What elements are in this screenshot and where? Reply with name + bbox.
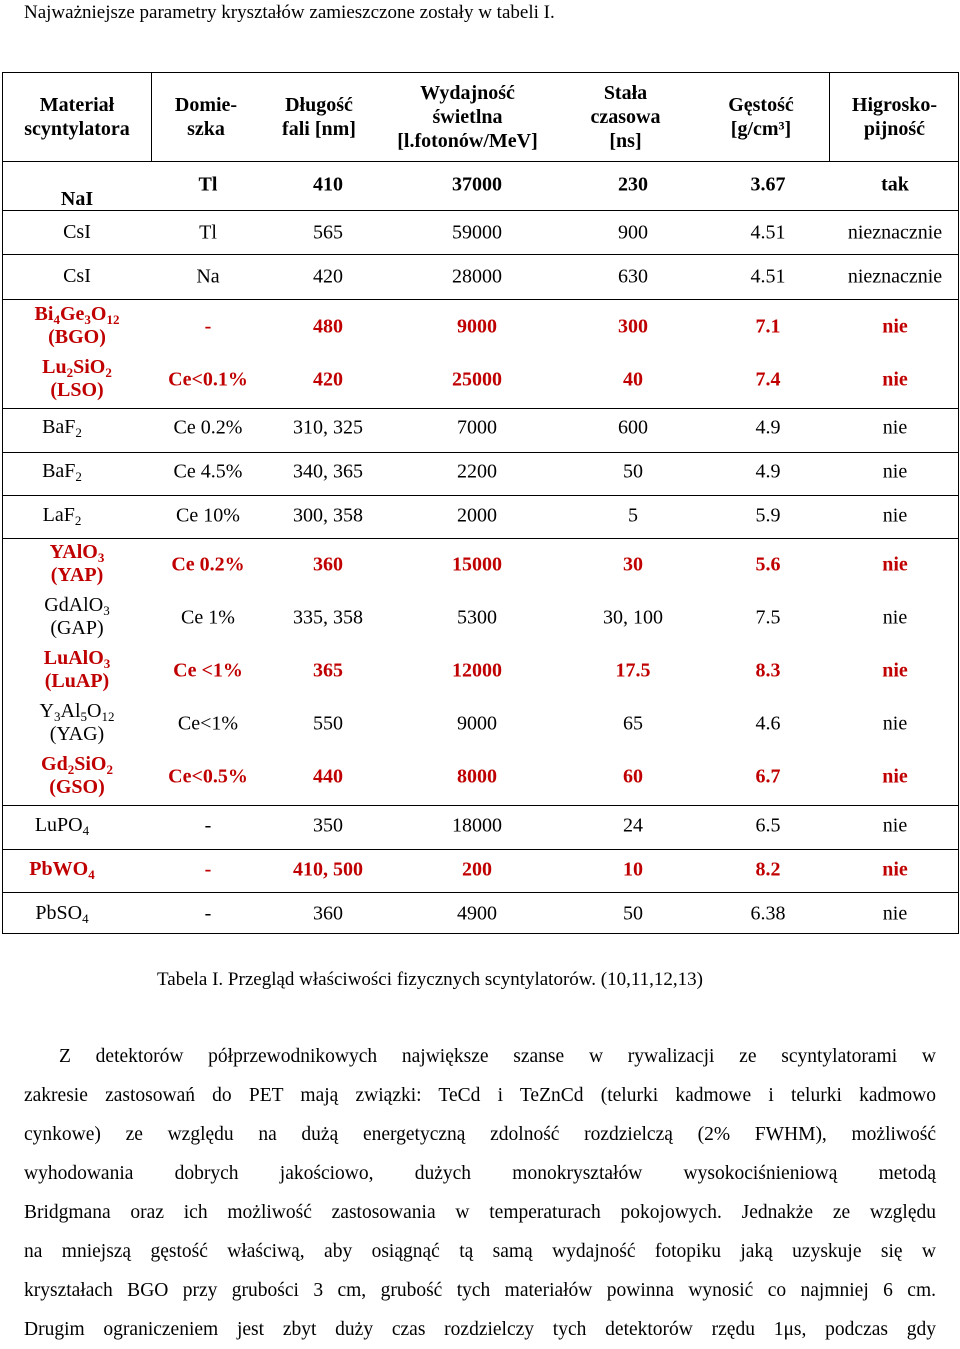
cell-yield: 8000 xyxy=(457,765,497,788)
cell-wavelength: 480 xyxy=(313,315,343,338)
cell-dopant: Ce 0.2% xyxy=(171,553,245,576)
cell-hygro: nie xyxy=(882,814,908,837)
paragraph-line: Drugim ograniczeniem jest zbyt duży czas rozdzielczy tych detektorów rzędu 1μs, podczas gdy xyxy=(24,1319,936,1340)
cell-decay: 900 xyxy=(618,221,648,244)
cell-yield: 59000 xyxy=(452,221,502,244)
header-hygro: Higrosko- pijność xyxy=(851,94,938,140)
cell-dopant: Ce 10% xyxy=(176,504,240,527)
body-paragraph xyxy=(24,1037,936,1349)
cell-density: 4.6 xyxy=(755,712,781,735)
cell-density: 7.4 xyxy=(755,368,781,391)
header-density: Gęstość [g/cm³] xyxy=(728,94,794,140)
cell-material: YAlO$_3$ (YAP) xyxy=(49,541,105,586)
cell-decay: 65 xyxy=(623,712,643,735)
table-header xyxy=(3,73,958,161)
cell-material: $Y_3Al_5O_{12}$ (YAG) xyxy=(39,700,115,745)
row-divider xyxy=(3,495,958,496)
cell-hygro: nie xyxy=(882,553,908,576)
cell-density: 8.2 xyxy=(755,858,781,881)
cell-wavelength: 310, 325 xyxy=(293,416,363,439)
paragraph-line: cynkowe) ze względu na dużą energetyczną zdolność rozdzielczą (2% FWHM), możliwość xyxy=(24,1124,936,1145)
cell-decay: 600 xyxy=(618,416,648,439)
header-divider xyxy=(151,73,152,161)
cell-dopant: - xyxy=(204,858,212,881)
cell-yield: 12000 xyxy=(452,659,502,682)
cell-hygro: nie xyxy=(882,712,908,735)
cell-hygro: nie xyxy=(882,659,908,682)
cell-material: CsI xyxy=(63,221,91,243)
cell-hygro: nie xyxy=(882,902,908,925)
cell-decay: 50 xyxy=(623,902,643,925)
cell-decay: 40 xyxy=(623,368,643,391)
cell-density: 4.9 xyxy=(755,416,781,439)
cell-wavelength: 410 xyxy=(313,173,343,196)
cell-dopant: Ce<0.5% xyxy=(168,765,248,788)
cell-yield: 4900 xyxy=(457,902,497,925)
cell-dopant: Na xyxy=(196,265,220,288)
row-divider xyxy=(3,161,958,162)
cell-material: LaF$_2$ xyxy=(42,504,82,528)
header-decay: Stała czasowa [ns] xyxy=(590,82,661,152)
scintillator-table xyxy=(2,72,959,934)
row-divider xyxy=(3,254,958,255)
cell-wavelength: 365 xyxy=(313,659,343,682)
cell-wavelength: 340, 365 xyxy=(293,460,363,483)
cell-dopant: - xyxy=(204,315,212,338)
cell-yield: 9000 xyxy=(457,712,497,735)
cell-yield: 28000 xyxy=(452,265,502,288)
cell-density: 4.51 xyxy=(750,265,786,288)
row-divider xyxy=(3,805,958,806)
paragraph-line: Z detektorów półprzewodnikowych największe szanse w rywalizacji ze scyntylatorami w xyxy=(59,1046,936,1067)
cell-density: 4.51 xyxy=(750,221,786,244)
table-caption: Tabela I. Przegląd właściwości fizycznych scyntylatorów. (10,11,12,13) xyxy=(157,969,703,990)
cell-decay: 5 xyxy=(628,504,638,527)
cell-hygro: tak xyxy=(881,173,909,196)
cell-hygro: nie xyxy=(882,504,908,527)
cell-hygro: nieznacznie xyxy=(847,265,943,288)
cell-wavelength: 410, 500 xyxy=(293,858,363,881)
paragraph-line: wyhodowania dobrych jakościowo, dużych monokryształów wysokociśnieniową metodą xyxy=(24,1163,936,1184)
cell-material: GdAlO$_3$ (GAP) xyxy=(44,594,110,639)
cell-dopant: Ce <1% xyxy=(173,659,243,682)
cell-yield: 9000 xyxy=(457,315,497,338)
cell-decay: 30, 100 xyxy=(603,606,663,629)
cell-hygro: nie xyxy=(882,858,908,881)
header-yield: Wydajność świetlna [l.fotonów/MeV] xyxy=(397,82,538,152)
header-divider xyxy=(829,73,830,161)
row-divider xyxy=(3,452,958,453)
cell-dopant: Ce<1% xyxy=(177,712,239,735)
cell-material: LuPO$_4$ xyxy=(34,814,90,838)
cell-decay: 230 xyxy=(618,173,648,196)
cell-yield: 200 xyxy=(462,858,492,881)
cell-density: 6.5 xyxy=(755,814,781,837)
cell-density: 6.7 xyxy=(755,765,781,788)
cell-dopant: - xyxy=(204,814,212,837)
cell-decay: 17.5 xyxy=(615,659,651,682)
cell-material: NaI xyxy=(60,188,94,210)
cell-density: 4.9 xyxy=(755,460,781,483)
cell-decay: 50 xyxy=(623,460,643,483)
cell-hygro: nie xyxy=(882,606,908,629)
cell-yield: 15000 xyxy=(452,553,502,576)
cell-yield: 7000 xyxy=(457,416,497,439)
cell-yield: 18000 xyxy=(452,814,502,837)
cell-wavelength: 565 xyxy=(313,221,343,244)
cell-decay: 10 xyxy=(623,858,643,881)
header-material: Materiał scyntylatora xyxy=(24,94,130,140)
cell-material: $Bi_4Ge_3O_{12}$ (BGO) xyxy=(34,303,120,348)
cell-density: 7.5 xyxy=(755,606,781,629)
cell-hygro: nieznacznie xyxy=(847,221,943,244)
cell-material: CsI xyxy=(63,265,91,287)
header-dopant: Domie- szka xyxy=(174,94,238,140)
cell-wavelength: 360 xyxy=(313,553,343,576)
cell-yield: 5300 xyxy=(457,606,497,629)
cell-material: BaF$_2$ xyxy=(42,460,82,484)
row-divider xyxy=(3,408,958,409)
cell-dopant: Tl xyxy=(198,173,218,196)
cell-material: LuAlO$_3$ (LuAP) xyxy=(43,647,111,692)
row-divider xyxy=(3,538,958,539)
intro-text: Najważniejsze parametry kryształów zamieszczone zostały w tabeli I. xyxy=(24,2,555,23)
cell-yield: 2200 xyxy=(457,460,497,483)
header-wavelength: Długość fali [nm] xyxy=(282,94,356,140)
cell-decay: 630 xyxy=(618,265,648,288)
cell-wavelength: 440 xyxy=(313,765,343,788)
cell-yield: 37000 xyxy=(452,173,502,196)
cell-dopant: Ce<0.1% xyxy=(168,368,248,391)
cell-dopant: Ce 1% xyxy=(181,606,235,629)
cell-dopant: Tl xyxy=(199,221,217,244)
cell-density: 6.38 xyxy=(750,902,786,925)
cell-wavelength: 350 xyxy=(313,814,343,837)
cell-density: 8.3 xyxy=(755,659,781,682)
cell-hygro: nie xyxy=(882,765,908,788)
row-divider xyxy=(3,849,958,850)
cell-material: PbWO$_4$ xyxy=(29,858,95,882)
cell-decay: 30 xyxy=(623,553,643,576)
row-divider xyxy=(3,299,958,300)
cell-yield: 25000 xyxy=(452,368,502,391)
cell-material: BaF$_2$ xyxy=(42,416,82,440)
paragraph-line: na mniejszą gęstość właściwą, aby osiągnąć tą samą wydajność fotopiku jaką uzyskuje się w xyxy=(24,1241,936,1262)
cell-density: 5.9 xyxy=(755,504,781,527)
cell-density: 5.6 xyxy=(755,553,781,576)
cell-wavelength: 300, 358 xyxy=(293,504,363,527)
cell-hygro: nie xyxy=(882,416,908,439)
cell-wavelength: 420 xyxy=(313,265,343,288)
cell-wavelength: 335, 358 xyxy=(293,606,363,629)
cell-dopant: Ce 4.5% xyxy=(173,460,243,483)
cell-hygro: nie xyxy=(882,368,908,391)
cell-wavelength: 420 xyxy=(313,368,343,391)
paragraph-line: kryształach BGO przy grubości 3 cm, grubość tych materiałów powinna wynosić co najmniej 6 cm. xyxy=(24,1280,936,1301)
cell-material: $Gd_2SiO_2$ (GSO) xyxy=(41,753,113,798)
cell-material: $Lu_2SiO_2$ (LSO) xyxy=(42,356,112,401)
cell-dopant: Ce 0.2% xyxy=(173,416,243,439)
cell-decay: 60 xyxy=(623,765,643,788)
cell-density: 7.1 xyxy=(755,315,781,338)
cell-decay: 24 xyxy=(623,814,643,837)
cell-wavelength: 360 xyxy=(313,902,343,925)
cell-material: PbSO$_4$ xyxy=(35,902,89,926)
cell-density: 3.67 xyxy=(750,173,786,196)
cell-decay: 300 xyxy=(618,315,648,338)
cell-hygro: nie xyxy=(882,315,908,338)
paragraph-line: Bridgmana oraz ich możliwość zastosowania w temperaturach pokojowych. Jednakże ze względu xyxy=(24,1202,936,1223)
paragraph-line: zakresie zastosowań do PET mają związki: TeCd i TeZnCd (telurki kadmowe i telurki kadmowo xyxy=(24,1085,936,1106)
cell-yield: 2000 xyxy=(457,504,497,527)
cell-wavelength: 550 xyxy=(313,712,343,735)
cell-hygro: nie xyxy=(882,460,908,483)
cell-dopant: - xyxy=(204,902,212,925)
row-divider xyxy=(3,892,958,893)
